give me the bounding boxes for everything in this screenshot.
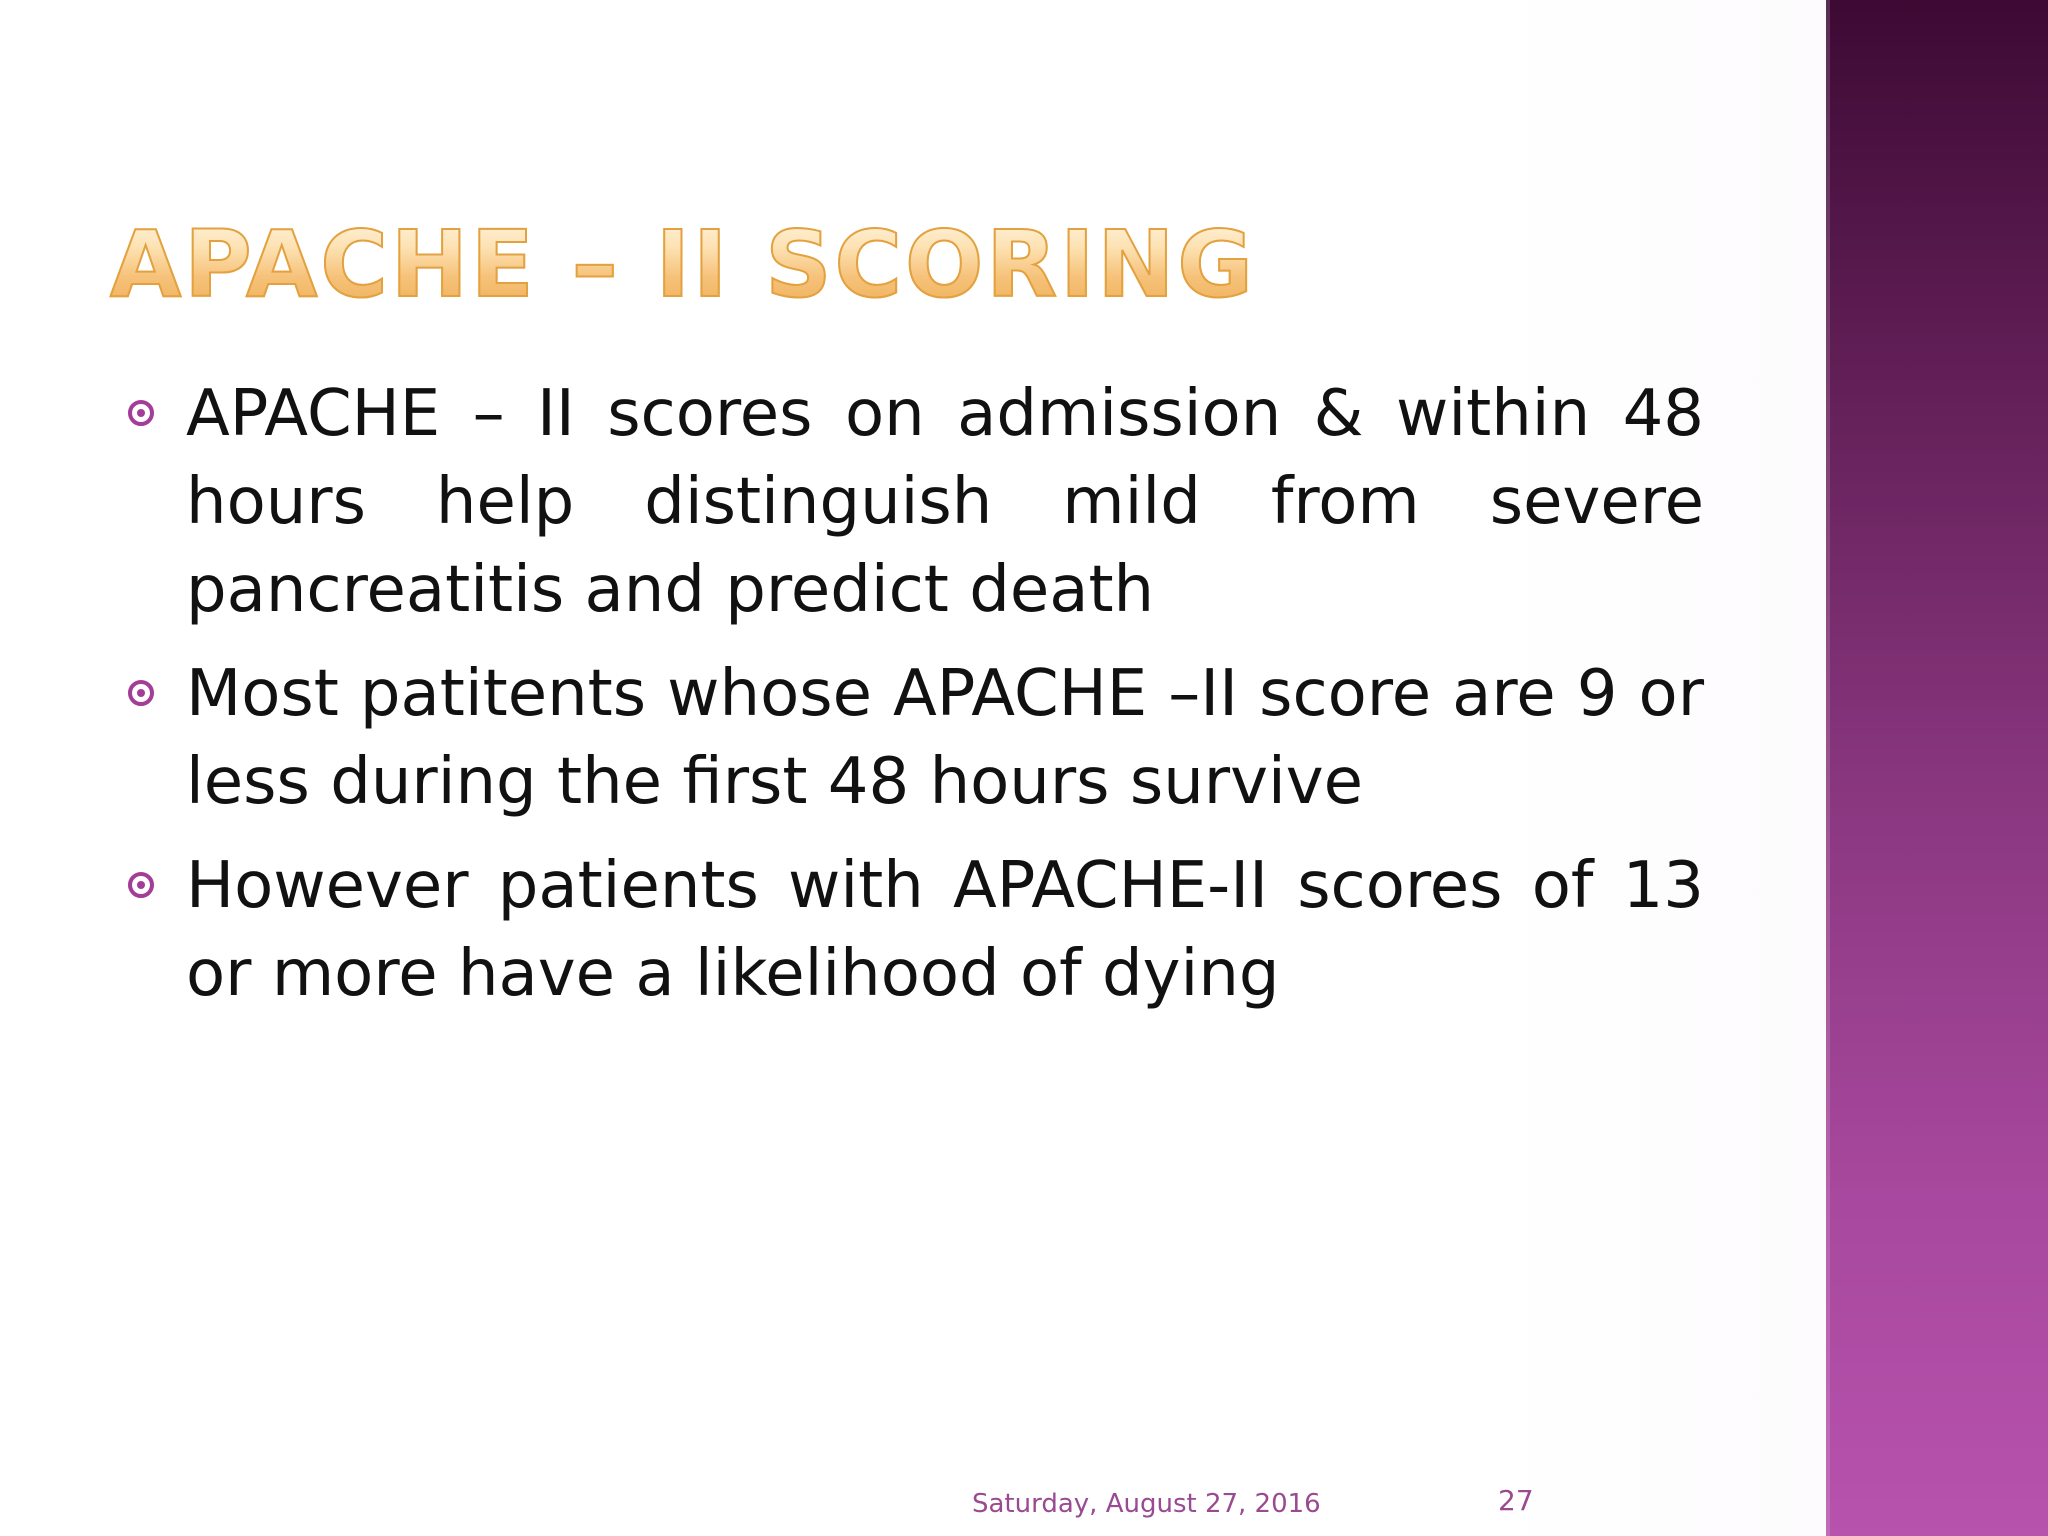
page-number: 27 [1498, 1484, 1534, 1517]
bullet-item [124, 650, 1704, 826]
bullet-text: APACHE – II scores on admission & within 48 hours help distinguish mild from severe pancreatitis and predict death [186, 377, 1704, 627]
footer-date: Saturday, August 27, 2016 [972, 1489, 1321, 1519]
slide-title: APACHE – II SCORING [110, 205, 1256, 325]
bullet-item [124, 370, 1704, 634]
bullet-text: Most patitents whose APACHE –II score are 9 or less during the first 48 hours survive [186, 657, 1704, 819]
decorative-side-bar [1826, 0, 2048, 1536]
circle-dot-bullet-icon [128, 680, 154, 706]
circle-dot-bullet-icon [128, 400, 154, 426]
bullet-item [124, 842, 1704, 1018]
bullet-list [124, 370, 1704, 1034]
circle-dot-bullet-icon [128, 872, 154, 898]
bullet-text: However patients with APACHE-II scores of 13 or more have a likelihood of dying [186, 849, 1704, 1011]
